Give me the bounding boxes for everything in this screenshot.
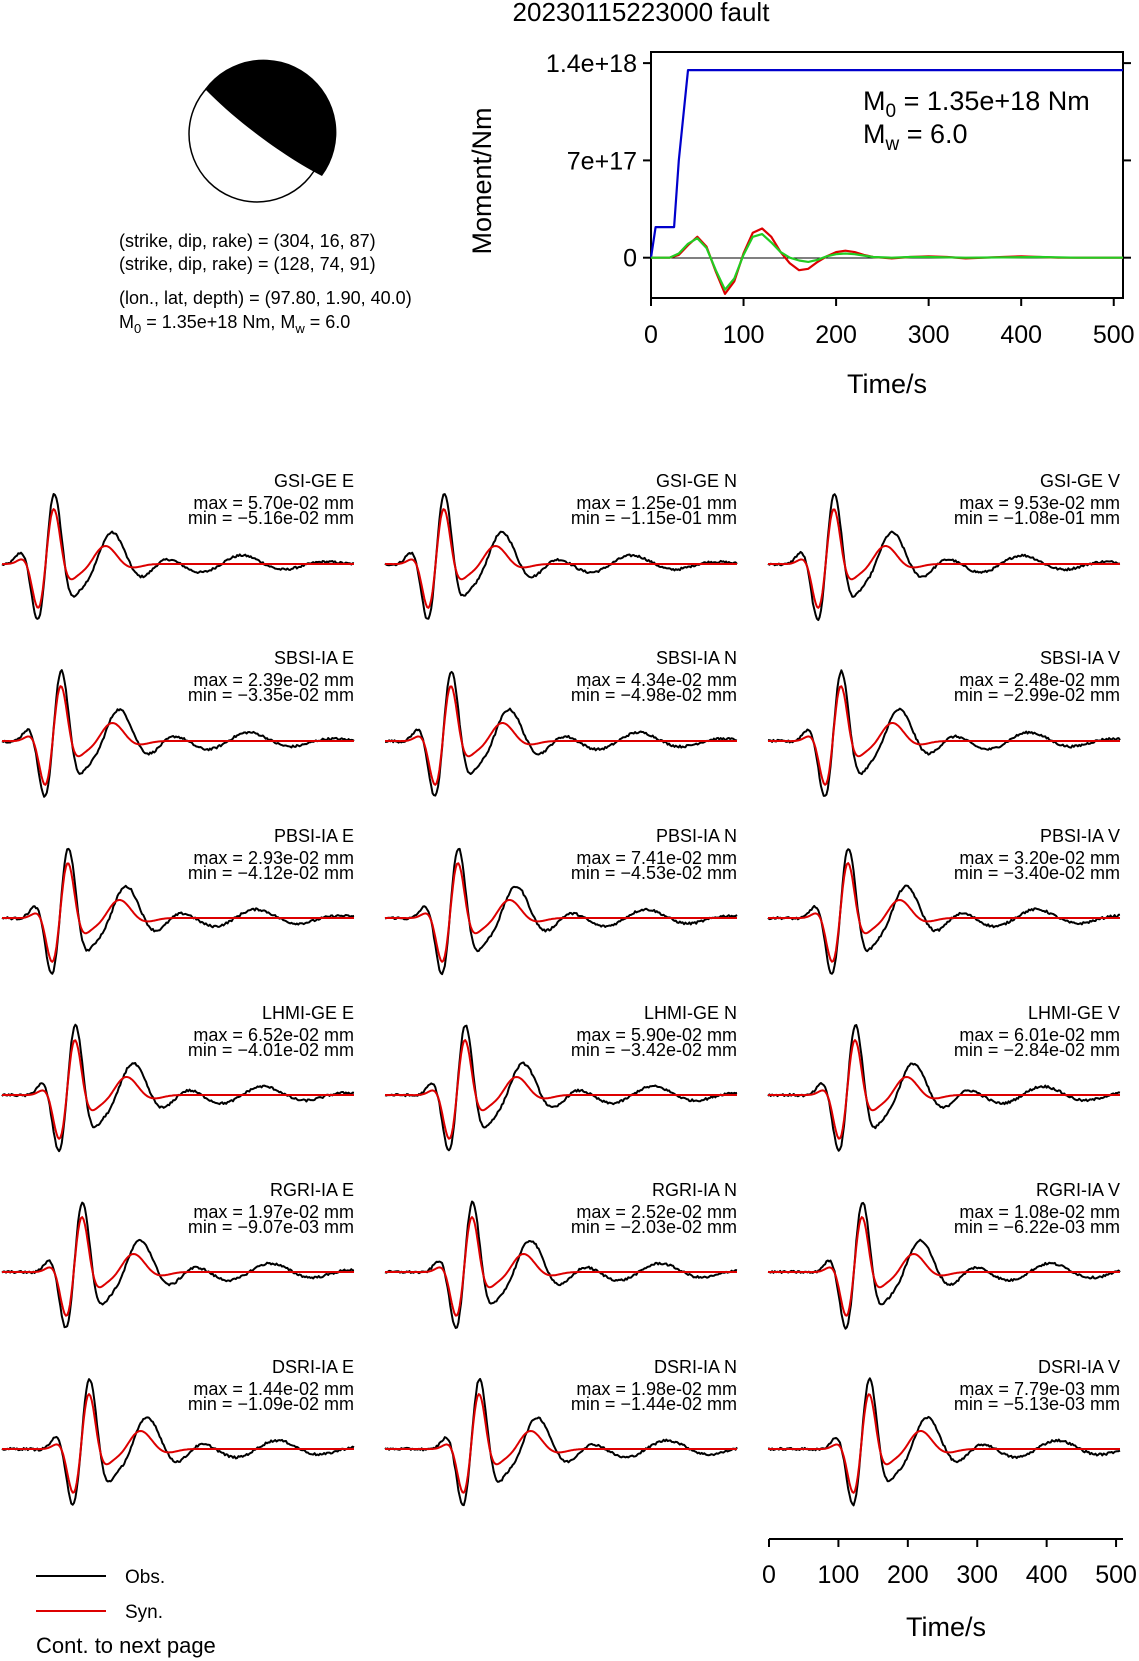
waveform-x-axis-label: Time/s — [906, 1612, 986, 1642]
waveform-min-label: min = −2.84e-02 mm — [953, 1040, 1120, 1060]
waveform-station-label: GSI-GE V — [1039, 471, 1120, 491]
waveform-max-label: max = 2.93e-02 mm — [193, 848, 354, 868]
waveform-panel — [768, 648, 1120, 796]
mechanism-moment: $M_0 = 1.35e+18$ Nm, $M_w = 6.0$ — [119, 312, 351, 336]
waveform-max-label: max = 1.44e-02 mm — [193, 1379, 354, 1399]
waveform-min-label: min = −4.98e-02 mm — [570, 685, 737, 705]
moment-y-tick-label: 7e+17 — [566, 147, 637, 176]
waveform-panel — [768, 1003, 1120, 1151]
moment-function-plot — [467, 50, 1135, 399]
waveform-panel — [385, 471, 737, 619]
legend-syn-label: Syn. — [125, 1602, 164, 1623]
waveform-panel — [385, 1357, 737, 1505]
waveform-station-label: LHMI-GE N — [643, 1003, 737, 1023]
waveform-max-label: max = 5.70e-02 mm — [193, 493, 354, 513]
waveform-max-label: max = 9.53e-02 mm — [959, 493, 1120, 513]
waveform-max-label: max = 7.79e-03 mm — [959, 1379, 1120, 1399]
waveform-panel — [2, 471, 354, 619]
waveform-min-label: min = −1.09e-02 mm — [187, 1394, 354, 1414]
waveform-station-label: SBSI-IA N — [655, 648, 737, 668]
waveform-station-label: RGRI-IA V — [1035, 1180, 1120, 1200]
waveform-max-label: max = 1.08e-02 mm — [959, 1202, 1120, 1222]
continuation-note: Cont. to next page — [36, 1633, 216, 1658]
waveform-min-label: min = −2.03e-02 mm — [570, 1217, 737, 1237]
waveform-station-label: RGRI-IA N — [651, 1180, 737, 1200]
waveform-panel — [768, 1357, 1120, 1505]
waveform-min-label: min = −4.12e-02 mm — [187, 863, 354, 883]
waveform-panel — [768, 1180, 1120, 1329]
waveform-max-label: max = 5.90e-02 mm — [576, 1025, 737, 1045]
waveform-min-label: min = −5.13e-03 mm — [953, 1394, 1120, 1414]
moment-m0-text: $M_0 = 1.35e+18$ Nm — [863, 86, 1090, 122]
waveform-panel — [385, 1180, 737, 1328]
moment-x-tick-label: 500 — [1092, 321, 1135, 349]
mechanism-nodal-plane-1: (strike, dip, rake) = (304, 16, 87) — [119, 231, 376, 251]
mechanism-location: (lon., lat, depth) = (97.80, 1.90, 40.0) — [119, 288, 412, 308]
moment-x-tick-label: 400 — [1000, 321, 1043, 349]
waveform-station-label: SBSI-IA E — [273, 648, 354, 668]
waveform-max-label: max = 1.98e-02 mm — [576, 1379, 737, 1399]
legend-obs-label: Obs. — [125, 1567, 166, 1588]
waveform-min-label: min = −3.40e-02 mm — [953, 863, 1120, 883]
waveform-x-tick-label: 200 — [886, 1561, 929, 1589]
waveform-min-label: min = −3.35e-02 mm — [187, 685, 354, 705]
waveform-min-label: min = −1.44e-02 mm — [570, 1394, 737, 1414]
waveform-min-label: min = −4.53e-02 mm — [570, 863, 737, 883]
waveform-max-label: max = 2.48e-02 mm — [959, 670, 1120, 690]
waveform-max-label: max = 6.01e-02 mm — [959, 1025, 1120, 1045]
waveform-max-label: max = 3.20e-02 mm — [959, 848, 1120, 868]
waveform-panel — [385, 1003, 737, 1150]
waveform-panel — [385, 648, 737, 796]
waveform-grid — [2, 471, 1120, 1505]
waveform-station-label: DSRI-IA N — [653, 1357, 737, 1377]
waveform-min-label: min = −6.22e-03 mm — [953, 1217, 1120, 1237]
waveform-max-label: max = 2.39e-02 mm — [193, 670, 354, 690]
moment-x-axis — [644, 298, 1135, 349]
figure-title: 20230115223000 fault — [512, 0, 770, 27]
waveform-min-label: min = −1.08e-01 mm — [953, 508, 1120, 528]
moment-x-axis-label: Time/s — [847, 369, 927, 399]
waveform-max-label: max = 2.52e-02 mm — [576, 1202, 737, 1222]
waveform-station-label: RGRI-IA E — [269, 1180, 354, 1200]
waveform-panel — [2, 826, 354, 974]
waveform-panel — [2, 1180, 354, 1327]
waveform-max-label: max = 1.25e-01 mm — [576, 493, 737, 513]
waveform-x-tick-label: 400 — [1025, 1561, 1068, 1589]
moment-rate-green-line — [651, 234, 1123, 290]
waveform-station-label: PBSI-IA V — [1039, 826, 1120, 846]
waveform-panel — [2, 1357, 354, 1505]
waveform-x-axis — [762, 1539, 1137, 1589]
moment-x-tick-label: 300 — [907, 321, 950, 349]
waveform-station-label: SBSI-IA V — [1039, 648, 1120, 668]
moment-y-tick-label: 0 — [623, 244, 637, 273]
moment-y-axis — [546, 50, 1131, 273]
waveform-panel — [2, 648, 354, 797]
waveform-min-label: min = −3.42e-02 mm — [570, 1040, 737, 1060]
waveform-min-label: min = −2.99e-02 mm — [953, 685, 1120, 705]
waveform-x-tick-label: 300 — [956, 1561, 999, 1589]
waveform-station-label: GSI-GE N — [655, 471, 737, 491]
waveform-station-label: PBSI-IA N — [655, 826, 737, 846]
waveform-max-label: max = 4.34e-02 mm — [576, 670, 737, 690]
waveform-station-label: LHMI-GE V — [1027, 1003, 1120, 1023]
moment-mw-text: $M_w = 6.0$ — [863, 119, 968, 155]
waveform-station-label: GSI-GE E — [273, 471, 354, 491]
waveform-min-label: min = −4.01e-02 mm — [187, 1040, 354, 1060]
waveform-station-label: DSRI-IA E — [271, 1357, 354, 1377]
waveform-x-tick-label: 500 — [1095, 1561, 1137, 1589]
waveform-min-label: min = −1.15e-01 mm — [570, 508, 737, 528]
waveform-max-label: max = 6.52e-02 mm — [193, 1025, 354, 1045]
waveform-panel — [768, 826, 1120, 974]
moment-x-tick-label: 200 — [815, 321, 857, 349]
waveform-panel — [385, 826, 737, 974]
waveform-station-label: LHMI-GE E — [261, 1003, 354, 1023]
mechanism-nodal-plane-2: (strike, dip, rake) = (128, 74, 91) — [119, 254, 376, 274]
beachball — [189, 60, 336, 202]
waveform-max-label: max = 1.97e-02 mm — [193, 1202, 354, 1222]
waveform-station-label: PBSI-IA E — [273, 826, 354, 846]
waveform-max-label: max = 7.41e-02 mm — [576, 848, 737, 868]
waveform-panel — [2, 1003, 354, 1151]
moment-x-tick-label: 100 — [722, 321, 765, 349]
waveform-x-tick-label: 0 — [762, 1561, 776, 1589]
moment-x-tick-label: 0 — [644, 321, 658, 349]
legend — [36, 1567, 165, 1623]
waveform-min-label: min = −5.16e-02 mm — [187, 508, 354, 528]
waveform-panel — [768, 471, 1120, 620]
waveform-min-label: min = −9.07e-03 mm — [187, 1217, 354, 1237]
moment-y-tick-label: 1.4e+18 — [545, 50, 637, 79]
waveform-station-label: DSRI-IA V — [1037, 1357, 1120, 1377]
moment-y-axis-label: Moment/Nm — [467, 107, 497, 255]
waveform-x-tick-label: 100 — [817, 1561, 860, 1589]
